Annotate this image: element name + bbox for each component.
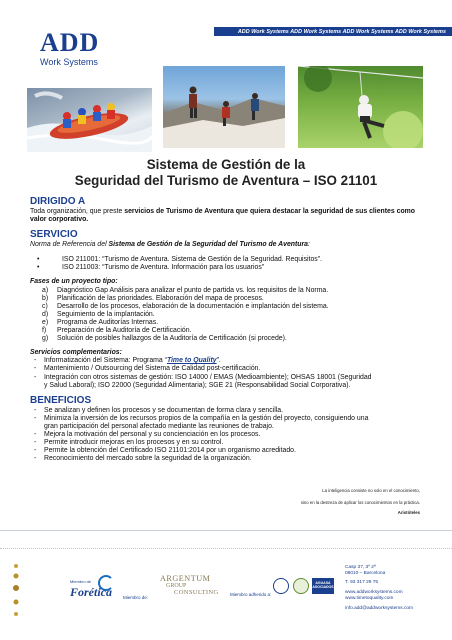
title-line-1: Sistema de Gestión de la (146, 157, 306, 172)
list-item: • ISO 211001: “Turismo de Aventura. Sistema de Gestión de la Seguridad. Requisitos”. (37, 256, 322, 264)
footer-divider (0, 530, 452, 531)
dirigido-heading: DIRIGIDO A (30, 196, 86, 207)
list-item: d) Seguimiento de la implantación. (42, 310, 155, 318)
list-item: - Permite la obtención del Certificado ISO 21101:2014 por un organismo acreditado. (34, 447, 296, 455)
website-link-ttq[interactable]: www.timetoquality.com (345, 596, 394, 602)
phases-heading: Fases de un proyecto tipo: (30, 278, 118, 286)
list-item: - Integración con otros sistemas de gestión: ISO 14000 / EMAS (Medioambiente); OHSAS 18001 (Seguridad y Salud Laboral); ISO 22000 (Seguridad Alimentaria); SGE 21 (Responsabilidad Social Corporativa). (34, 373, 372, 389)
email-link[interactable]: info.add@addworksystems.com (345, 606, 414, 611)
servicio-heading: SERVICIO (30, 229, 78, 241)
phone: T. 93 317 29 75 (345, 580, 379, 585)
list-item: - Se analizan y definen los procesos y se documentan de forma clara y sencilla. (34, 406, 284, 414)
company-logo (40, 30, 99, 67)
address: Casp 37, 3º 2ª 08010 – Barcelona (345, 565, 386, 577)
quote-line-2: sino en la destreza de aplicar los conocimientos en la práctica. (300, 500, 420, 505)
phases-list (30, 287, 430, 344)
website-link-add[interactable]: www.addworksystems.com (345, 590, 403, 595)
beneficios-heading: BENEFICIOS (30, 394, 92, 406)
complementary-heading: Servicios complementarios: (30, 349, 122, 357)
bullet-icon: • (37, 264, 40, 272)
servicio-intro: Norma de Referencia del Sistema de Gestión de la Seguridad del Turismo de Aventura: (30, 241, 310, 249)
list-item: f) Preparación de la Auditoría de Certificación. (42, 327, 192, 335)
list-item: - Minimiza la inversión de los recursos propios de la compañía en la gestión del proyecto, consiguiendo una gran participación del personal afectado mediante las reuniones de trabajo. (34, 414, 369, 430)
logo-main: ADD (40, 28, 100, 57)
list-item: - Mantenimiento / Outsourcing del Sistema de Calidad post-certificación. (34, 365, 261, 373)
quote-line-1: La inteligencia consiste no solo en el conocimiento, (322, 488, 420, 493)
foretica-logo: Miembro de Forética (70, 577, 122, 603)
hiking-photo (163, 66, 285, 148)
rafting-photo (27, 88, 152, 152)
bullet-icon: • (37, 256, 40, 264)
list-item: e) Programa de Auditorías Internas. (42, 318, 159, 326)
list-item: b) Planificación de las prioridades. Elaboración del mapa de procesos. (42, 294, 264, 302)
decorative-ornament-icon (5, 560, 27, 620)
dirigido-text: Toda organización, que preste servicios de Turismo de Aventura que quiera destacar la seguridad de sus clientes como valor corporativo. (30, 208, 416, 224)
list-item: - Permite introducir mejoras en los procesos y en su control. (34, 439, 224, 447)
standards-list (30, 256, 430, 272)
list-item: g) Solución de posibles hallazgos de la Auditoría de Certificación (si procede). (42, 335, 287, 343)
complementary-list (30, 357, 430, 389)
certification-badge-icon (273, 578, 289, 594)
environment-badge-icon (293, 578, 309, 594)
header-band (214, 27, 452, 36)
benefits-list (30, 407, 430, 464)
main-content (30, 196, 430, 463)
list-item: - Reconocimiento del mercado sobre la seguridad de la organización. (34, 455, 252, 463)
quote-author: Aristóteles (397, 510, 420, 515)
zipline-photo (298, 66, 423, 148)
adhered-label: Miembro adherido a: (230, 592, 272, 597)
footer-dotted-divider (0, 548, 452, 549)
time-to-quality-link[interactable]: Time to Quality (166, 357, 217, 365)
list-item: c) Desarrollo de los procesos, elaboración de la documentación e implantación del sistema. (42, 302, 329, 310)
list-item: a) Diagnóstico Gap Análisis para analizar el punto de partida vs. los requisitos de la Norma. (42, 286, 329, 294)
header-band-text: ADD Work Systems ADD Work Systems ADD Work Systems ADD Work Systems (237, 28, 446, 35)
title-line-2: Seguridad del Turismo de Aventura – ISO 21101 (74, 173, 378, 188)
websites (345, 590, 403, 603)
list-item: - Informatización del Sistema: Programa “Time to Quality”. (34, 357, 221, 365)
list-item: - Mejora la motivación del personal y su concienciación en los procesos. (34, 430, 261, 438)
logo-sub: Work Systems (40, 57, 98, 67)
association-badge: AGUASA ASOCIADOS (312, 578, 334, 594)
list-item: • ISO 211003: “Turismo de Aventura. Información para los usuarios” (37, 264, 265, 272)
argentum-logo: ARGENTUM GROUP CONSULTING (160, 574, 219, 596)
member-of-label: Miembro de: (123, 595, 149, 600)
